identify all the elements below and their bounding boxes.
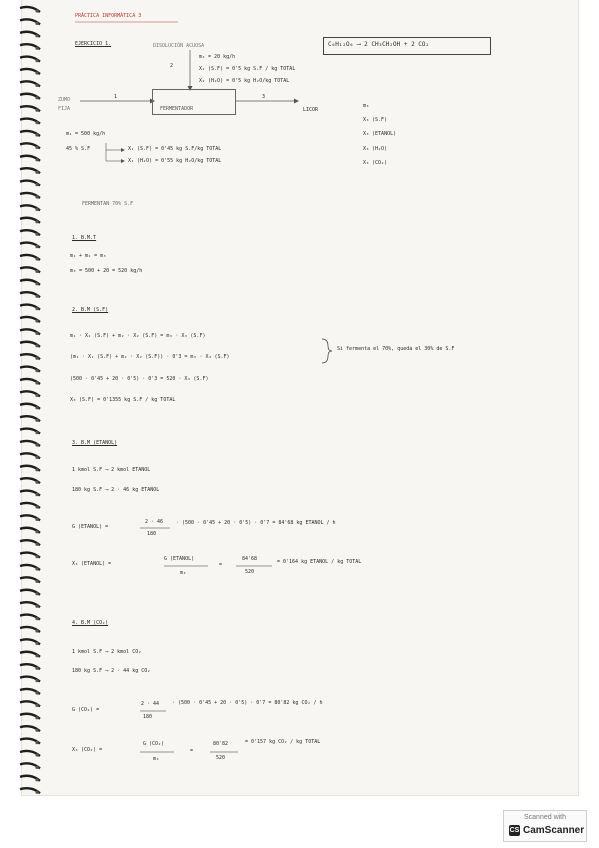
spiral-hole <box>35 530 38 533</box>
spiral-hole <box>35 59 38 62</box>
spiral-hole <box>35 468 38 471</box>
section3-g-den: 180 <box>147 531 157 537</box>
spiral-hole <box>35 133 38 136</box>
spiral-hole <box>35 295 38 298</box>
spiral-hole <box>35 766 38 769</box>
stream3-label: LICOR <box>303 107 319 113</box>
camscanner-logo-icon: CS <box>509 827 520 834</box>
spiral-hole <box>35 691 38 694</box>
spiral-hole <box>35 319 38 322</box>
stream1-xsf: X₁ (S.F) = 0'45 kg S.F/kg TOTAL <box>128 146 222 152</box>
section3-x-den2: 520 <box>245 569 255 575</box>
spiral-hole <box>35 332 38 335</box>
spiral-hole <box>35 357 38 360</box>
section3-x-rhs: = 0'164 kg ETANOL / kg TOTAL <box>277 559 362 565</box>
spiral-hole <box>35 567 38 570</box>
spiral-hole <box>35 778 38 781</box>
spiral-hole <box>35 84 38 87</box>
spiral-hole <box>35 307 38 310</box>
spiral-hole <box>35 282 38 285</box>
section4-g-den: 180 <box>143 714 153 720</box>
spiral-hole <box>35 419 38 422</box>
spiral-hole <box>35 96 38 99</box>
spiral-hole <box>35 171 38 174</box>
spiral-hole <box>35 667 38 670</box>
spiral-hole <box>35 481 38 484</box>
spiral-hole <box>35 233 38 236</box>
scanner-caption: Scanned with <box>523 814 567 821</box>
spiral-hole <box>35 580 38 583</box>
page-title: PRÁCTICA INFORMÁTICA 3 <box>75 13 142 19</box>
spiral-hole <box>35 22 38 25</box>
section1-title: 1. B.M.T <box>72 235 97 241</box>
stream2-xsf: X₂ (S.F) = 0'5 kg S.F / kg TOTAL <box>199 66 296 72</box>
out-x3-h2o: X₃ (H₂O) <box>363 146 388 152</box>
spiral-hole <box>35 34 38 37</box>
section3-g-rhs: · (500 · 0'45 + 20 · 0'5) · 0'7 = 84'68 kg ETANOL / h <box>176 520 336 526</box>
section3-line2: 180 kg S.F ⟶ 2 · 46 kg ETANOL <box>72 487 160 493</box>
spiral-hole <box>35 443 38 446</box>
spiral-hole <box>35 71 38 74</box>
section3-x-num1: G (ETANOL) <box>164 556 195 562</box>
section2-line4: X₃ (S.F) = 0'1355 kg S.F / kg TOTAL <box>70 397 176 403</box>
section4-line1: 1 kmol S.F ⟶ 2 kmol CO₂ <box>72 649 142 655</box>
section3-title: 3. B.M (ETANOL) <box>72 440 118 446</box>
spiral-hole <box>35 158 38 161</box>
spiral-hole <box>35 704 38 707</box>
section3-g-lhs: G (ETANOL) = <box>72 524 109 530</box>
spiral-binding <box>0 0 42 795</box>
camscanner-watermark <box>503 810 587 842</box>
spiral-hole <box>35 642 38 645</box>
stream3-number: 3 <box>262 94 266 100</box>
scanner-name: CamScanner <box>523 825 585 836</box>
section4-g-lhs: G (CO₂) = <box>72 707 100 713</box>
section1-line2: m₃ = 500 + 20 = 520 kg/h <box>70 268 143 274</box>
spiral-hole <box>35 208 38 211</box>
spiral-hole <box>35 257 38 260</box>
spiral-hole <box>35 518 38 521</box>
section2-title: 2. B.M (S.F) <box>72 307 109 313</box>
out-x3-etanol: X₃ (ETANOL) <box>363 131 397 137</box>
out-x3-sf: X₃ (S.F) <box>363 117 388 123</box>
spiral-hole <box>35 270 38 273</box>
spiral-hole <box>35 369 38 372</box>
ferment-note: FERMENTAN 70% S.F <box>82 201 134 207</box>
spiral-hole <box>35 753 38 756</box>
section4-title: 4. B.M (CO₂) <box>72 620 109 626</box>
spiral-hole <box>35 629 38 632</box>
spiral-hole <box>35 394 38 397</box>
spiral-hole <box>35 146 38 149</box>
spiral-hole <box>35 344 38 347</box>
spiral-hole <box>35 617 38 620</box>
section2-line1: m₁ · X₁ (S.F) + m₂ · X₂ (S.F) = m₃ · X₃ (S.F) <box>70 333 206 339</box>
spiral-hole <box>35 220 38 223</box>
section4-x-rhs: = 0'157 kg CO₂ / kg TOTAL <box>245 739 321 745</box>
spiral-hole <box>35 741 38 744</box>
fermenter-label: FERMENTADOR <box>160 106 194 112</box>
spiral-hole <box>35 493 38 496</box>
section4-x-eq: = <box>190 748 194 754</box>
exercise-label: EJERCICIO 1. <box>75 41 112 47</box>
out-m3: m₃ <box>363 103 370 109</box>
stream1-mass: m₁ = 500 kg/h <box>66 131 106 137</box>
spiral-hole <box>35 9 38 12</box>
spiral-hole <box>35 47 38 50</box>
stream2-label: DISOLUCIÓN ACUOSA <box>153 43 205 49</box>
spiral-hole <box>35 729 38 732</box>
section4-g-num: 2 · 44 <box>141 701 160 707</box>
section3-g-num: 2 · 46 <box>145 519 164 525</box>
spiral-hole <box>35 109 38 112</box>
section4-x-den2: 520 <box>216 755 226 761</box>
stream2-mass: m₂ = 20 kg/h <box>199 54 236 60</box>
reaction-equation: C₆H₁₂O₆ ⟶ 2 CH₃CH₂OH + 2 CO₂ <box>328 41 430 48</box>
spiral-hole <box>35 654 38 657</box>
spiral-hole <box>35 716 38 719</box>
stream1-xh2o: X₁ (H₂O) = 0'55 kg H₂O/kg TOTAL <box>128 158 222 164</box>
section1-line1: m₁ + m₂ = m₃ <box>70 253 107 259</box>
spiral-hole <box>35 791 38 794</box>
section2-line3: (500 · 0'45 + 20 · 0'5) · 0'3 = 520 · X₃ (S.F) <box>70 376 209 382</box>
section2-line2: (m₁ · X₁ (S.F) + m₂ · X₂ (S.F)) · 0'3 = m₃ · X₃ (S.F) <box>70 354 230 360</box>
spiral-hole <box>35 543 38 546</box>
section4-x-den1: m₃ <box>153 756 160 762</box>
section4-x-num1: G (CO₂) <box>143 741 165 747</box>
section3-line1: 1 kmol S.F ⟶ 2 kmol ETANOL <box>72 467 151 473</box>
spiral-hole <box>35 381 38 384</box>
stream2-xh2o: X₂ (H₂O) = 0'5 kg H₂O/kg TOTAL <box>199 78 290 84</box>
out-x3-co2: X₃ (CO₂) <box>363 160 388 166</box>
section3-x-num2: 84'68 <box>242 556 258 562</box>
spiral-hole <box>35 679 38 682</box>
spiral-hole <box>35 456 38 459</box>
section3-x-lhs: X₃ (ETANOL) = <box>72 561 112 567</box>
spiral-hole <box>35 605 38 608</box>
section4-x-lhs: X₃ (CO₂) = <box>72 747 103 753</box>
stream1-label-a: ZUMO <box>58 97 71 103</box>
section4-x-num2: 80'82 <box>213 741 229 747</box>
stream1-number: 1 <box>114 94 118 100</box>
spiral-hole <box>35 431 38 434</box>
stream1-label-b: FIJA <box>58 106 71 112</box>
spiral-hole <box>35 183 38 186</box>
spiral-hole <box>35 505 38 508</box>
stream2-number: 2 <box>170 63 174 69</box>
spiral-hole <box>35 245 38 248</box>
spiral-hole <box>35 592 38 595</box>
section4-line2: 180 kg S.F ⟶ 2 · 44 kg CO₂ <box>72 668 151 674</box>
spiral-hole <box>35 406 38 409</box>
section2-note: Si fermenta el 70%, queda el 30% de S.F <box>337 346 455 352</box>
stream1-pct: 45 % S.F <box>66 146 91 152</box>
section3-x-den1: m₃ <box>180 570 187 576</box>
spiral-hole <box>35 121 38 124</box>
spiral-hole <box>35 195 38 198</box>
section4-g-rhs: · (500 · 0'45 + 20 · 0'5) · 0'7 = 80'82 kg CO₂ / h <box>172 700 323 706</box>
section3-x-eq: = <box>219 562 223 568</box>
spiral-hole <box>35 555 38 558</box>
